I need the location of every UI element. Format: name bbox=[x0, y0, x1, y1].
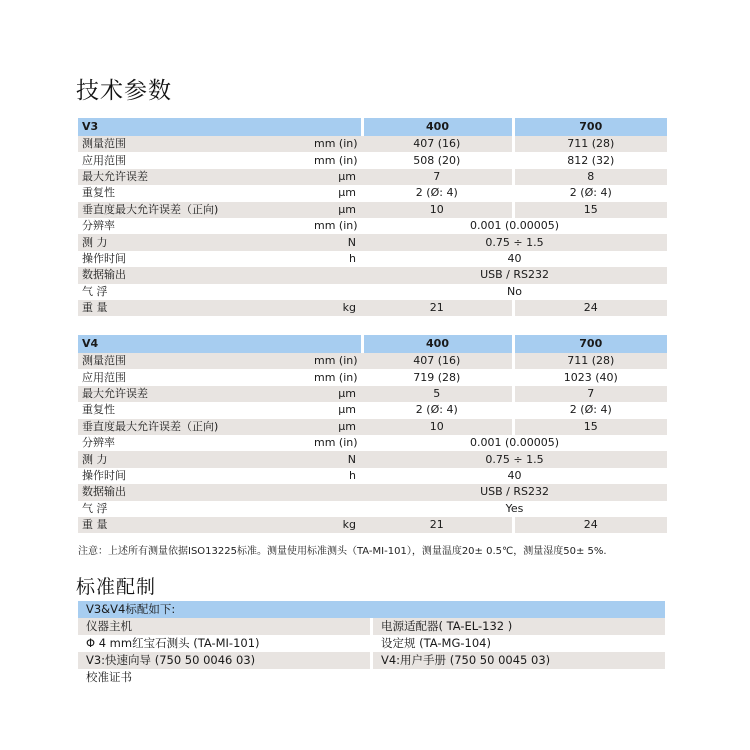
column-400-header: 400 bbox=[362, 335, 513, 353]
model-label: V4 bbox=[78, 335, 362, 353]
row-value-400: 407 (16) bbox=[362, 353, 513, 369]
row-unit: µm bbox=[338, 403, 357, 417]
row-value-700: 2 (Ø: 4) bbox=[513, 402, 667, 418]
table-row bbox=[78, 369, 667, 385]
row-value: USB / RS232 bbox=[362, 267, 667, 283]
table-row bbox=[78, 402, 667, 418]
row-label: 应用范围 bbox=[82, 370, 126, 384]
row-label: 测 力 bbox=[78, 234, 310, 250]
row-label: 重复性 bbox=[82, 403, 115, 417]
row-value-700: 24 bbox=[513, 300, 667, 316]
model-label: V3 bbox=[78, 118, 362, 136]
row-value: Yes bbox=[505, 501, 524, 515]
standard-config-title: 标准配制 bbox=[76, 576, 157, 598]
table-row bbox=[78, 152, 667, 168]
row-value-700: 15 bbox=[513, 419, 667, 435]
row-value-700: 711 (28) bbox=[513, 353, 667, 369]
item-left: V3:快速向导 (750 50 0046 03) bbox=[78, 652, 372, 669]
table-row bbox=[78, 185, 667, 201]
table-row bbox=[78, 517, 667, 533]
table-row bbox=[78, 468, 667, 484]
row-label: 重 量 bbox=[78, 300, 310, 316]
item-left: Φ 4 mm红宝石测头 (TA-MI-101) bbox=[86, 636, 260, 650]
row-value-700: 15 bbox=[513, 202, 667, 218]
row-value-400: 10 bbox=[362, 202, 513, 218]
row-value-400: 2 (Ø: 4) bbox=[415, 186, 458, 200]
specs-title: 技术参数 bbox=[76, 78, 172, 104]
table-row bbox=[78, 419, 667, 435]
row-unit: kg bbox=[310, 300, 362, 316]
row-unit: µm bbox=[310, 386, 362, 402]
table-row bbox=[78, 169, 667, 185]
v4-spec-table bbox=[78, 335, 667, 533]
row-label: 垂直度最大允许误差（正向) bbox=[78, 419, 310, 435]
list-item bbox=[78, 652, 665, 669]
row-unit: h bbox=[349, 251, 357, 265]
row-unit: µm bbox=[310, 169, 362, 185]
list-item bbox=[78, 669, 665, 686]
list-item bbox=[78, 618, 665, 635]
row-unit bbox=[310, 501, 362, 517]
row-value-400: 407 (16) bbox=[362, 136, 513, 152]
item-left: 校准证书 bbox=[86, 670, 132, 684]
table-row bbox=[78, 202, 667, 218]
row-unit: mm (in) bbox=[310, 353, 362, 369]
item-right bbox=[372, 669, 666, 686]
row-value-400: 7 bbox=[362, 169, 513, 185]
table-row bbox=[78, 284, 667, 300]
row-unit: mm (in) bbox=[310, 136, 362, 152]
row-value-700: 8 bbox=[513, 169, 667, 185]
table-row bbox=[78, 267, 667, 283]
row-value: 0.75 ÷ 1.5 bbox=[362, 234, 667, 250]
row-label: 应用范围 bbox=[82, 153, 126, 167]
row-value-400: 2 (Ø: 4) bbox=[415, 403, 458, 417]
item-right: V4:用户手册 (750 50 0045 03) bbox=[372, 652, 666, 669]
row-value: No bbox=[507, 284, 522, 298]
row-value-400: 719 (28) bbox=[413, 370, 461, 384]
measurement-note: 注意：上述所有测量依据ISO13225标准。测量使用标准测头（TA-MI-101），测量温度20± 0.5℃，测量湿度50± 5%. bbox=[78, 546, 607, 557]
row-value: 0.75 ÷ 1.5 bbox=[362, 451, 667, 467]
table-row bbox=[78, 136, 667, 152]
row-label: 数据输出 bbox=[78, 484, 310, 500]
row-value-400: 21 bbox=[362, 300, 513, 316]
column-700-header: 700 bbox=[513, 335, 667, 353]
row-label: 分辨率 bbox=[82, 219, 115, 233]
row-unit: kg bbox=[310, 517, 362, 533]
row-value-700: 812 (32) bbox=[513, 152, 667, 168]
row-label: 最大允许误差 bbox=[78, 386, 310, 402]
row-unit bbox=[310, 484, 362, 500]
row-value-700: 1023 (40) bbox=[513, 369, 667, 385]
row-value: 0.001 (0.00005) bbox=[469, 436, 560, 450]
row-label: 分辨率 bbox=[82, 436, 115, 450]
item-left: 仪器主机 bbox=[78, 618, 372, 635]
row-label: 气 浮 bbox=[82, 284, 108, 298]
item-right: 电源适配器( TA-EL-132 ) bbox=[372, 618, 666, 635]
table-row bbox=[78, 435, 667, 451]
row-value: 40 bbox=[507, 251, 522, 265]
row-unit: µm bbox=[310, 419, 362, 435]
column-400-header: 400 bbox=[362, 118, 513, 136]
table-row bbox=[78, 300, 667, 316]
row-unit: mm (in) bbox=[314, 436, 358, 450]
row-value-700: 2 (Ø: 4) bbox=[513, 185, 667, 201]
row-unit: h bbox=[349, 468, 357, 482]
list-item bbox=[78, 635, 665, 652]
row-unit: µm bbox=[310, 202, 362, 218]
standard-config-table bbox=[78, 601, 665, 686]
standard-header: V3&V4标配如下: bbox=[78, 601, 665, 618]
row-unit bbox=[310, 267, 362, 283]
v4-header-row bbox=[78, 335, 667, 353]
table-row bbox=[78, 386, 667, 402]
v3-spec-table bbox=[78, 118, 667, 316]
row-value-400: 508 (20) bbox=[413, 153, 461, 167]
row-value: 0.001 (0.00005) bbox=[469, 219, 560, 233]
row-unit: N bbox=[310, 451, 362, 467]
table-row bbox=[78, 484, 667, 500]
row-value-700: 711 (28) bbox=[513, 136, 667, 152]
row-label: 测 力 bbox=[78, 451, 310, 467]
row-label: 重复性 bbox=[82, 186, 115, 200]
v3-header-row bbox=[78, 118, 667, 136]
row-unit bbox=[310, 284, 362, 300]
row-value-400: 21 bbox=[362, 517, 513, 533]
row-unit: N bbox=[310, 234, 362, 250]
row-value-400: 5 bbox=[362, 386, 513, 402]
row-label: 操作时间 bbox=[82, 251, 126, 265]
row-label: 垂直度最大允许误差（正向) bbox=[78, 202, 310, 218]
row-label: 最大允许误差 bbox=[78, 169, 310, 185]
standard-header-row bbox=[78, 601, 665, 618]
row-unit: mm (in) bbox=[314, 219, 358, 233]
table-row bbox=[78, 218, 667, 234]
row-value-700: 7 bbox=[513, 386, 667, 402]
row-unit: mm (in) bbox=[314, 153, 358, 167]
row-value-400: 10 bbox=[362, 419, 513, 435]
row-label: 测量范围 bbox=[78, 136, 310, 152]
table-row bbox=[78, 234, 667, 250]
row-value: 40 bbox=[507, 468, 522, 482]
row-label: 测量范围 bbox=[78, 353, 310, 369]
row-label: 气 浮 bbox=[82, 501, 108, 515]
row-label: 数据输出 bbox=[78, 267, 310, 283]
row-value: USB / RS232 bbox=[362, 484, 667, 500]
column-700-header: 700 bbox=[513, 118, 667, 136]
row-label: 重 量 bbox=[78, 517, 310, 533]
table-row bbox=[78, 251, 667, 267]
row-value-700: 24 bbox=[513, 517, 667, 533]
row-unit: mm (in) bbox=[314, 370, 358, 384]
table-row bbox=[78, 501, 667, 517]
item-right: 设定规 (TA-MG-104) bbox=[372, 635, 666, 652]
table-row bbox=[78, 353, 667, 369]
row-unit: µm bbox=[338, 186, 357, 200]
table-row bbox=[78, 451, 667, 467]
row-label: 操作时间 bbox=[82, 468, 126, 482]
